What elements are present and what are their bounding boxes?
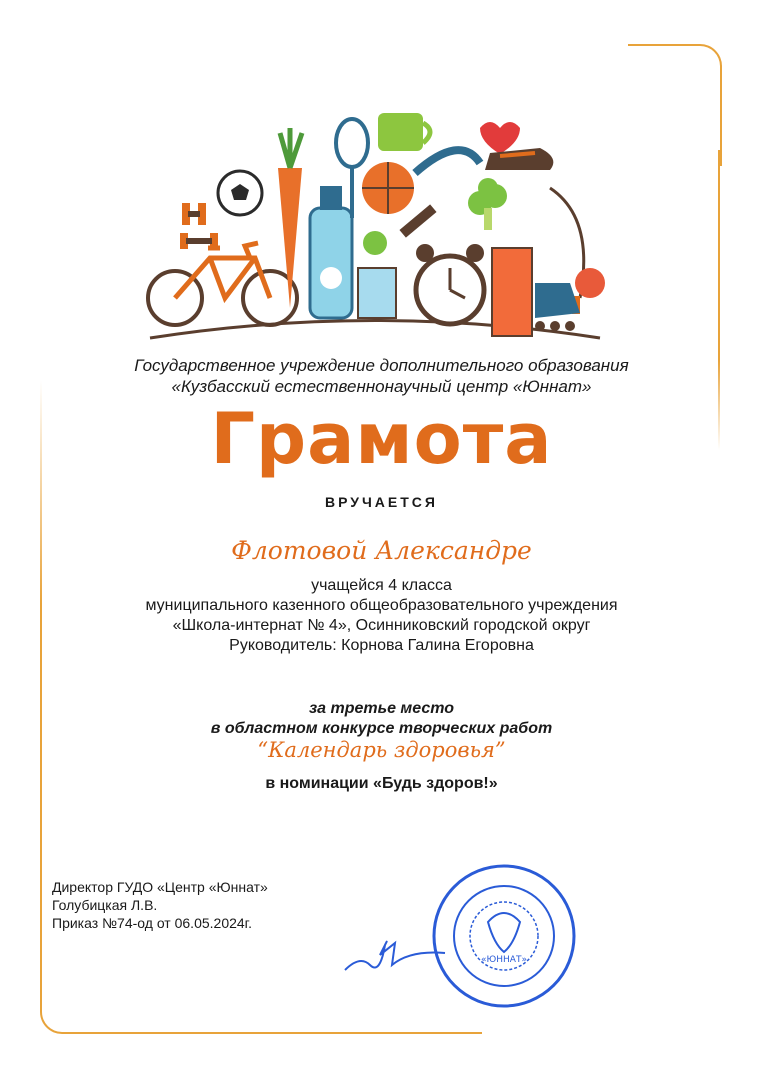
basketball-icon <box>362 162 414 214</box>
measuring-tape-icon <box>415 150 480 173</box>
dumbbell-icon <box>180 203 218 249</box>
awarded-label: ВРУЧАЕТСЯ <box>325 494 438 510</box>
sneaker-icon <box>485 148 553 170</box>
director-name: Голубицкая Л.В. <box>52 897 158 913</box>
roller-skate-icon <box>535 283 580 331</box>
award-place: за третье место <box>308 700 455 717</box>
recipient-supervisor: Руководитель: Корнова Галина Егоровна <box>229 637 534 654</box>
soccer-ball-icon <box>218 171 262 215</box>
svg-text:«ЮННАТ»: «ЮННАТ» <box>481 955 527 965</box>
bicycle-icon <box>148 243 297 325</box>
contest-name: “Календарь здоровья” <box>257 738 506 762</box>
director-position: Директор ГУДО «Центр «Юннат» <box>52 879 268 895</box>
tea-cup-icon <box>378 113 430 151</box>
recipient-school-name: «Школа-интернат № 4», Осинниковский городской округ <box>172 617 591 634</box>
kettlebell-dumbbell-icon <box>399 204 436 237</box>
broccoli-icon <box>468 178 507 230</box>
order-reference: Приказ №74-од от 06.05.2024г. <box>52 915 252 931</box>
apple-icon <box>575 268 605 298</box>
recipient-name: Флотовой Александре <box>231 536 532 565</box>
certificate-title: Грамота <box>210 398 553 480</box>
heart-icon <box>480 122 520 154</box>
juice-glass-icon <box>492 248 532 336</box>
recipient-grade: учащейся 4 класса <box>311 577 452 594</box>
official-seal-stamp <box>430 862 578 1010</box>
carrot-icon <box>278 128 302 308</box>
decorative-frame-top-right <box>628 44 722 166</box>
contest-intro: в областном конкурсе творческих работ <box>210 720 553 737</box>
organization-name-line2: «Кузбасский естественнонаучный центр «Юннат» <box>171 377 592 396</box>
organization-name-line1: Государственное учреждение дополнительного образования <box>134 356 629 375</box>
healthy-lifestyle-illustration <box>140 108 610 348</box>
nomination: в номинации «Будь здоров!» <box>265 775 498 792</box>
tennis-ball-icon <box>363 231 387 255</box>
water-bottle-icon <box>310 186 352 318</box>
glass-of-water-icon <box>358 268 396 318</box>
alarm-clock-icon <box>416 244 484 324</box>
recipient-school-type: муниципального казенного общеобразовательного учреждения <box>145 597 618 614</box>
